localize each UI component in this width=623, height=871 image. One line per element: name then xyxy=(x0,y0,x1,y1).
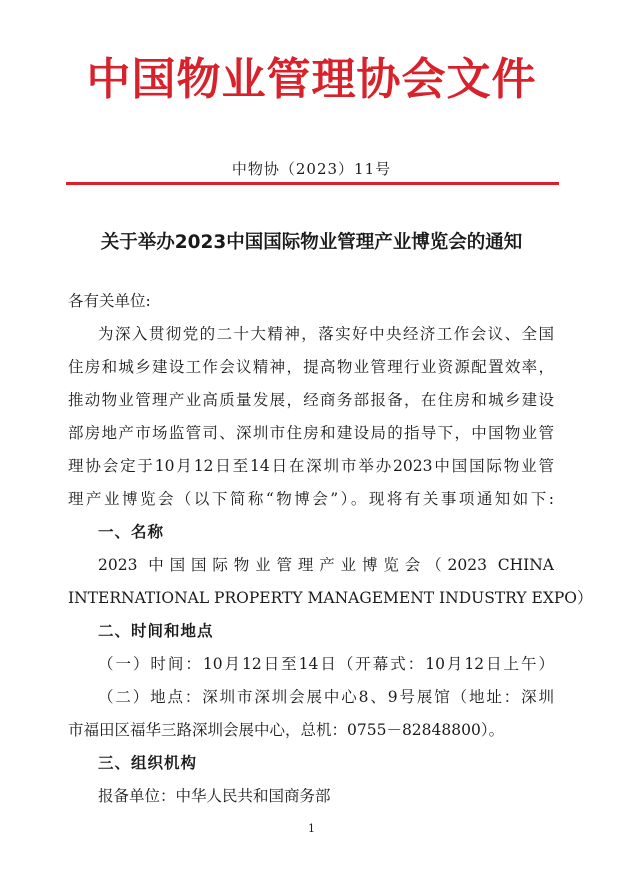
paragraph-line: 推动物业管理产业高质量发展，经商务部报备，在住房和城乡建设 xyxy=(68,391,554,409)
paragraph-line: 理协会定于10月12日至14日在深圳市举办2023中国国际物业管 xyxy=(68,457,554,475)
section-line: 2023 中国国际物业管理产业博览会（2023 CHINA xyxy=(98,556,554,574)
paragraph-line: 为深入贯彻党的二十大精神，落实好中央经济工作会议、全国 xyxy=(98,325,554,343)
section-heading-time-place: 二、时间和地点 xyxy=(98,622,214,640)
section-heading-name: 一、名称 xyxy=(98,523,165,541)
section-line: （二）地点：深圳市深圳会展中心8、9号展馆（地址：深圳 xyxy=(98,688,554,706)
doc-number: 中物协（2023）11号 xyxy=(231,160,392,178)
section-line: 报备单位：中华人民共和国商务部 xyxy=(98,787,331,805)
paragraph-line: 住房和城乡建设工作会议精神，提高物业管理行业资源配置效率， xyxy=(68,358,554,376)
page-number: 1 xyxy=(308,822,315,835)
section-heading-organization: 三、组织机构 xyxy=(98,754,198,772)
salutation: 各有关单位: xyxy=(68,292,151,310)
red-divider xyxy=(66,182,559,185)
paragraph-line: 部房地产市场监管司、深圳市住房和建设局的指导下，中国物业管 xyxy=(68,424,554,442)
section-line: INTERNATIONAL PROPERTY MANAGEMENT INDUSTRY EXPO） xyxy=(68,589,593,607)
section-line: （一）时间：10月12日至14日（开幕式：10月12日上午） xyxy=(98,655,554,673)
notice-title: 关于举办2023中国国际物业管理产业博览会的通知 xyxy=(100,232,523,253)
org-header-title: 中国物业管理协会文件 xyxy=(86,54,537,105)
paragraph-line: 理产业博览会（以下简称“物博会”）。现将有关事项通知如下: xyxy=(68,490,554,508)
section-line: 市福田区福华三路深圳会展中心，总机：0755－82848800）。 xyxy=(68,721,505,739)
